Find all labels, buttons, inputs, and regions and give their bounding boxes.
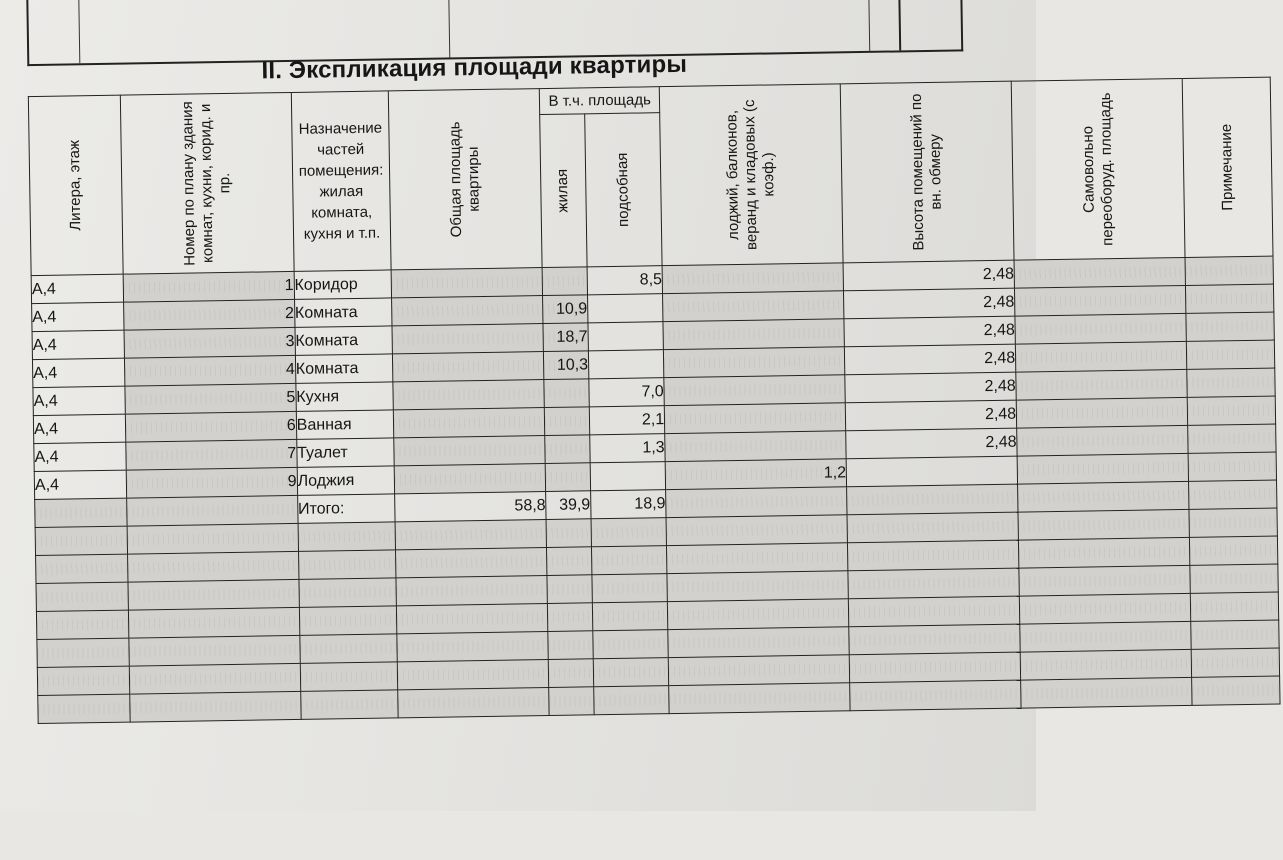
cell-room-number: 3 bbox=[124, 327, 295, 358]
cell-empty bbox=[38, 694, 130, 723]
cell-empty bbox=[547, 575, 592, 604]
cell-self-built bbox=[1015, 313, 1186, 344]
cell-empty bbox=[666, 487, 847, 518]
cell-loggia-area bbox=[662, 263, 843, 294]
cell-height: 2,48 bbox=[843, 260, 1014, 291]
cell-height: 2,48 bbox=[845, 344, 1016, 375]
cell-empty bbox=[298, 550, 396, 580]
cell-height: 2,48 bbox=[844, 288, 1015, 319]
cell-height: 2,48 bbox=[844, 316, 1015, 347]
cell-empty bbox=[847, 484, 1018, 515]
cell-aux-area bbox=[588, 350, 664, 379]
cell-room-name: Коридор bbox=[294, 270, 392, 300]
cell-empty bbox=[300, 662, 398, 692]
cell-litera: А,4 bbox=[34, 442, 126, 471]
cell-empty bbox=[849, 596, 1020, 627]
cell-empty bbox=[1189, 480, 1277, 509]
header-purpose: Назначение частей помещения: жилая комната, кухня и т.п. bbox=[291, 91, 391, 272]
cell-empty bbox=[549, 659, 594, 688]
header-litera: Литера, этаж bbox=[28, 95, 123, 275]
cell-self-built bbox=[1016, 369, 1187, 400]
cell-empty bbox=[849, 652, 1020, 683]
cell-room-number: 4 bbox=[124, 355, 295, 386]
cell-empty bbox=[849, 624, 1020, 655]
cell-note bbox=[1188, 424, 1276, 453]
cell-empty bbox=[36, 554, 128, 583]
cell-self-built bbox=[1014, 257, 1185, 288]
cell-empty bbox=[666, 515, 847, 546]
cell-note bbox=[1187, 340, 1275, 369]
cell-empty bbox=[1019, 537, 1190, 568]
cell-empty bbox=[548, 631, 593, 660]
cell-aux-area: 8,5 bbox=[587, 266, 663, 295]
cell-empty bbox=[1018, 481, 1189, 512]
cell-litera: А,4 bbox=[32, 358, 124, 387]
cell-total-area bbox=[392, 296, 543, 326]
cell-living-area bbox=[544, 379, 589, 408]
cell-empty bbox=[37, 666, 129, 695]
cell-empty bbox=[1190, 564, 1278, 593]
cell-self-built bbox=[1016, 397, 1187, 428]
cell-empty bbox=[848, 540, 1019, 571]
cell-litera: А,4 bbox=[33, 414, 125, 443]
cell-empty bbox=[35, 526, 127, 555]
cell-note bbox=[1185, 256, 1273, 285]
header-living: жилая bbox=[540, 114, 587, 268]
cell-litera: А,4 bbox=[32, 330, 124, 359]
cell-room-name: Туалет bbox=[296, 438, 394, 468]
cell-empty bbox=[127, 551, 298, 582]
cell-empty bbox=[1019, 565, 1190, 596]
cell-room-number: 1 bbox=[123, 271, 294, 302]
cell-empty bbox=[848, 568, 1019, 599]
total-area-sum: 58,8 bbox=[395, 492, 546, 522]
cell-empty bbox=[300, 634, 398, 664]
cell-empty bbox=[1190, 536, 1278, 565]
cell-room-number: 6 bbox=[125, 411, 296, 442]
cell-empty bbox=[548, 603, 593, 632]
cell-height: 2,48 bbox=[846, 428, 1017, 459]
cell-empty bbox=[1191, 648, 1279, 677]
cell-empty bbox=[37, 638, 129, 667]
header-loggia: лоджий, балконов, веранд и кладовых (с коэф.) bbox=[659, 84, 843, 266]
cell-empty bbox=[847, 512, 1018, 543]
cell-note bbox=[1186, 312, 1274, 341]
cell-loggia-area bbox=[664, 347, 845, 378]
cell-note bbox=[1186, 284, 1274, 313]
cell-empty bbox=[549, 687, 594, 716]
cell-empty bbox=[1020, 621, 1191, 652]
cell-empty bbox=[36, 582, 128, 611]
cell-empty bbox=[35, 498, 127, 527]
cell-litera: А,4 bbox=[32, 302, 124, 331]
cell-loggia-area bbox=[663, 291, 844, 322]
header-self-built: Самовольно переоборуд. площадь bbox=[1011, 78, 1185, 260]
cell-empty bbox=[594, 686, 670, 715]
cell-aux-area: 1,3 bbox=[590, 434, 666, 463]
header-auxiliary: подсобная bbox=[585, 113, 663, 267]
cell-litera: А,4 bbox=[34, 470, 126, 499]
cell-aux-area bbox=[590, 462, 666, 491]
cell-room-number: 9 bbox=[126, 467, 297, 498]
cell-empty bbox=[1020, 649, 1191, 680]
cell-empty bbox=[298, 522, 396, 552]
cell-empty bbox=[1019, 593, 1190, 624]
cell-room-name: Ванная bbox=[296, 410, 394, 440]
cell-empty bbox=[397, 631, 548, 661]
cell-loggia-area bbox=[664, 403, 845, 434]
header-room-number: Номер по плану здания комнат, кухни, корид. и пр. bbox=[120, 92, 294, 274]
cell-self-built bbox=[1015, 285, 1186, 316]
cell-empty bbox=[667, 571, 848, 602]
cell-empty bbox=[36, 610, 128, 639]
cell-empty bbox=[299, 606, 397, 636]
cell-empty bbox=[1021, 677, 1192, 708]
cell-empty bbox=[547, 547, 592, 576]
cell-empty bbox=[667, 543, 848, 574]
section-title: II. Экспликация площади квартиры bbox=[261, 50, 688, 85]
cell-total-area bbox=[393, 352, 544, 382]
cell-self-built bbox=[1016, 341, 1187, 372]
cell-loggia-area bbox=[665, 431, 846, 462]
cell-empty bbox=[593, 630, 669, 659]
total-living-sum: 39,9 bbox=[546, 491, 591, 520]
cell-empty bbox=[398, 659, 549, 689]
cell-living-area bbox=[545, 435, 590, 464]
cell-total-area bbox=[391, 268, 542, 298]
cell-empty bbox=[592, 574, 668, 603]
cell-height: 2,48 bbox=[845, 372, 1016, 403]
total-aux-sum: 18,9 bbox=[591, 490, 667, 519]
cell-room-name: Комната bbox=[295, 326, 393, 356]
cell-loggia-area bbox=[663, 319, 844, 350]
cell-total-area bbox=[394, 436, 545, 466]
cell-loggia-area bbox=[664, 375, 845, 406]
cell-loggia-area: 1,2 bbox=[665, 459, 846, 490]
cell-empty bbox=[591, 546, 667, 575]
cell-empty bbox=[395, 520, 546, 550]
cell-empty bbox=[1192, 676, 1280, 705]
cell-total-area bbox=[394, 464, 545, 494]
cell-litera: А,4 bbox=[33, 386, 125, 415]
cell-empty bbox=[668, 655, 849, 686]
header-note: Примечание bbox=[1182, 77, 1273, 257]
cell-room-number: 2 bbox=[123, 299, 294, 330]
cell-empty bbox=[668, 627, 849, 658]
cell-empty bbox=[128, 607, 299, 638]
cell-note bbox=[1188, 452, 1276, 481]
cell-height: 2,48 bbox=[845, 400, 1016, 431]
cell-room-number: 5 bbox=[125, 383, 296, 414]
cell-living-area: 18,7 bbox=[543, 323, 588, 352]
cell-self-built bbox=[1017, 453, 1188, 484]
header-total-area: Общая площадь квартиры bbox=[389, 89, 543, 270]
cell-living-area bbox=[542, 267, 587, 296]
cell-aux-area bbox=[587, 294, 663, 323]
cell-aux-area: 2,1 bbox=[589, 406, 665, 435]
cell-empty bbox=[397, 604, 548, 634]
cell-litera: А,4 bbox=[31, 274, 123, 303]
cell-aux-area: 7,0 bbox=[589, 378, 665, 407]
cell-note bbox=[1187, 396, 1275, 425]
cell-empty bbox=[129, 663, 300, 694]
explication-table bbox=[28, 77, 1281, 724]
cell-living-area: 10,3 bbox=[544, 351, 589, 380]
cell-living-area: 10,9 bbox=[543, 295, 588, 324]
cell-empty bbox=[129, 691, 300, 722]
cell-empty bbox=[126, 495, 297, 526]
cell-total-area bbox=[394, 408, 545, 438]
cell-room-name: Комната bbox=[295, 354, 393, 384]
cell-room-name: Кухня bbox=[296, 382, 394, 412]
cell-empty bbox=[398, 687, 549, 717]
cell-empty bbox=[591, 518, 667, 547]
cell-total-area bbox=[392, 324, 543, 354]
cell-empty bbox=[1189, 508, 1277, 537]
header-incl-area: В т.ч. площадь bbox=[540, 87, 660, 115]
cell-aux-area bbox=[588, 322, 664, 351]
cell-empty bbox=[127, 523, 298, 554]
header-height: Высота помещений по вн. обмеру bbox=[840, 81, 1014, 263]
cell-self-built bbox=[1017, 425, 1188, 456]
cell-empty bbox=[1190, 592, 1278, 621]
cell-total-area bbox=[393, 380, 544, 410]
cell-living-area bbox=[545, 407, 590, 436]
cell-note bbox=[1187, 368, 1275, 397]
cell-empty bbox=[396, 576, 547, 606]
total-label: Итого: bbox=[297, 494, 395, 524]
cell-empty bbox=[128, 579, 299, 610]
cell-empty bbox=[668, 599, 849, 630]
cell-empty bbox=[299, 578, 397, 608]
cell-empty bbox=[850, 680, 1021, 711]
cell-empty bbox=[669, 683, 850, 714]
cell-room-name: Лоджия bbox=[297, 466, 395, 496]
cell-empty bbox=[1191, 620, 1279, 649]
cell-empty bbox=[396, 548, 547, 578]
cell-empty bbox=[546, 519, 591, 548]
cell-empty bbox=[129, 635, 300, 666]
cell-empty bbox=[1018, 509, 1189, 540]
cell-empty bbox=[592, 602, 668, 631]
cell-height bbox=[846, 456, 1017, 487]
cell-empty bbox=[593, 658, 669, 687]
cell-empty bbox=[300, 690, 398, 720]
cell-living-area bbox=[545, 463, 590, 492]
cell-room-number: 7 bbox=[125, 439, 296, 470]
cell-room-name: Комната bbox=[294, 298, 392, 328]
